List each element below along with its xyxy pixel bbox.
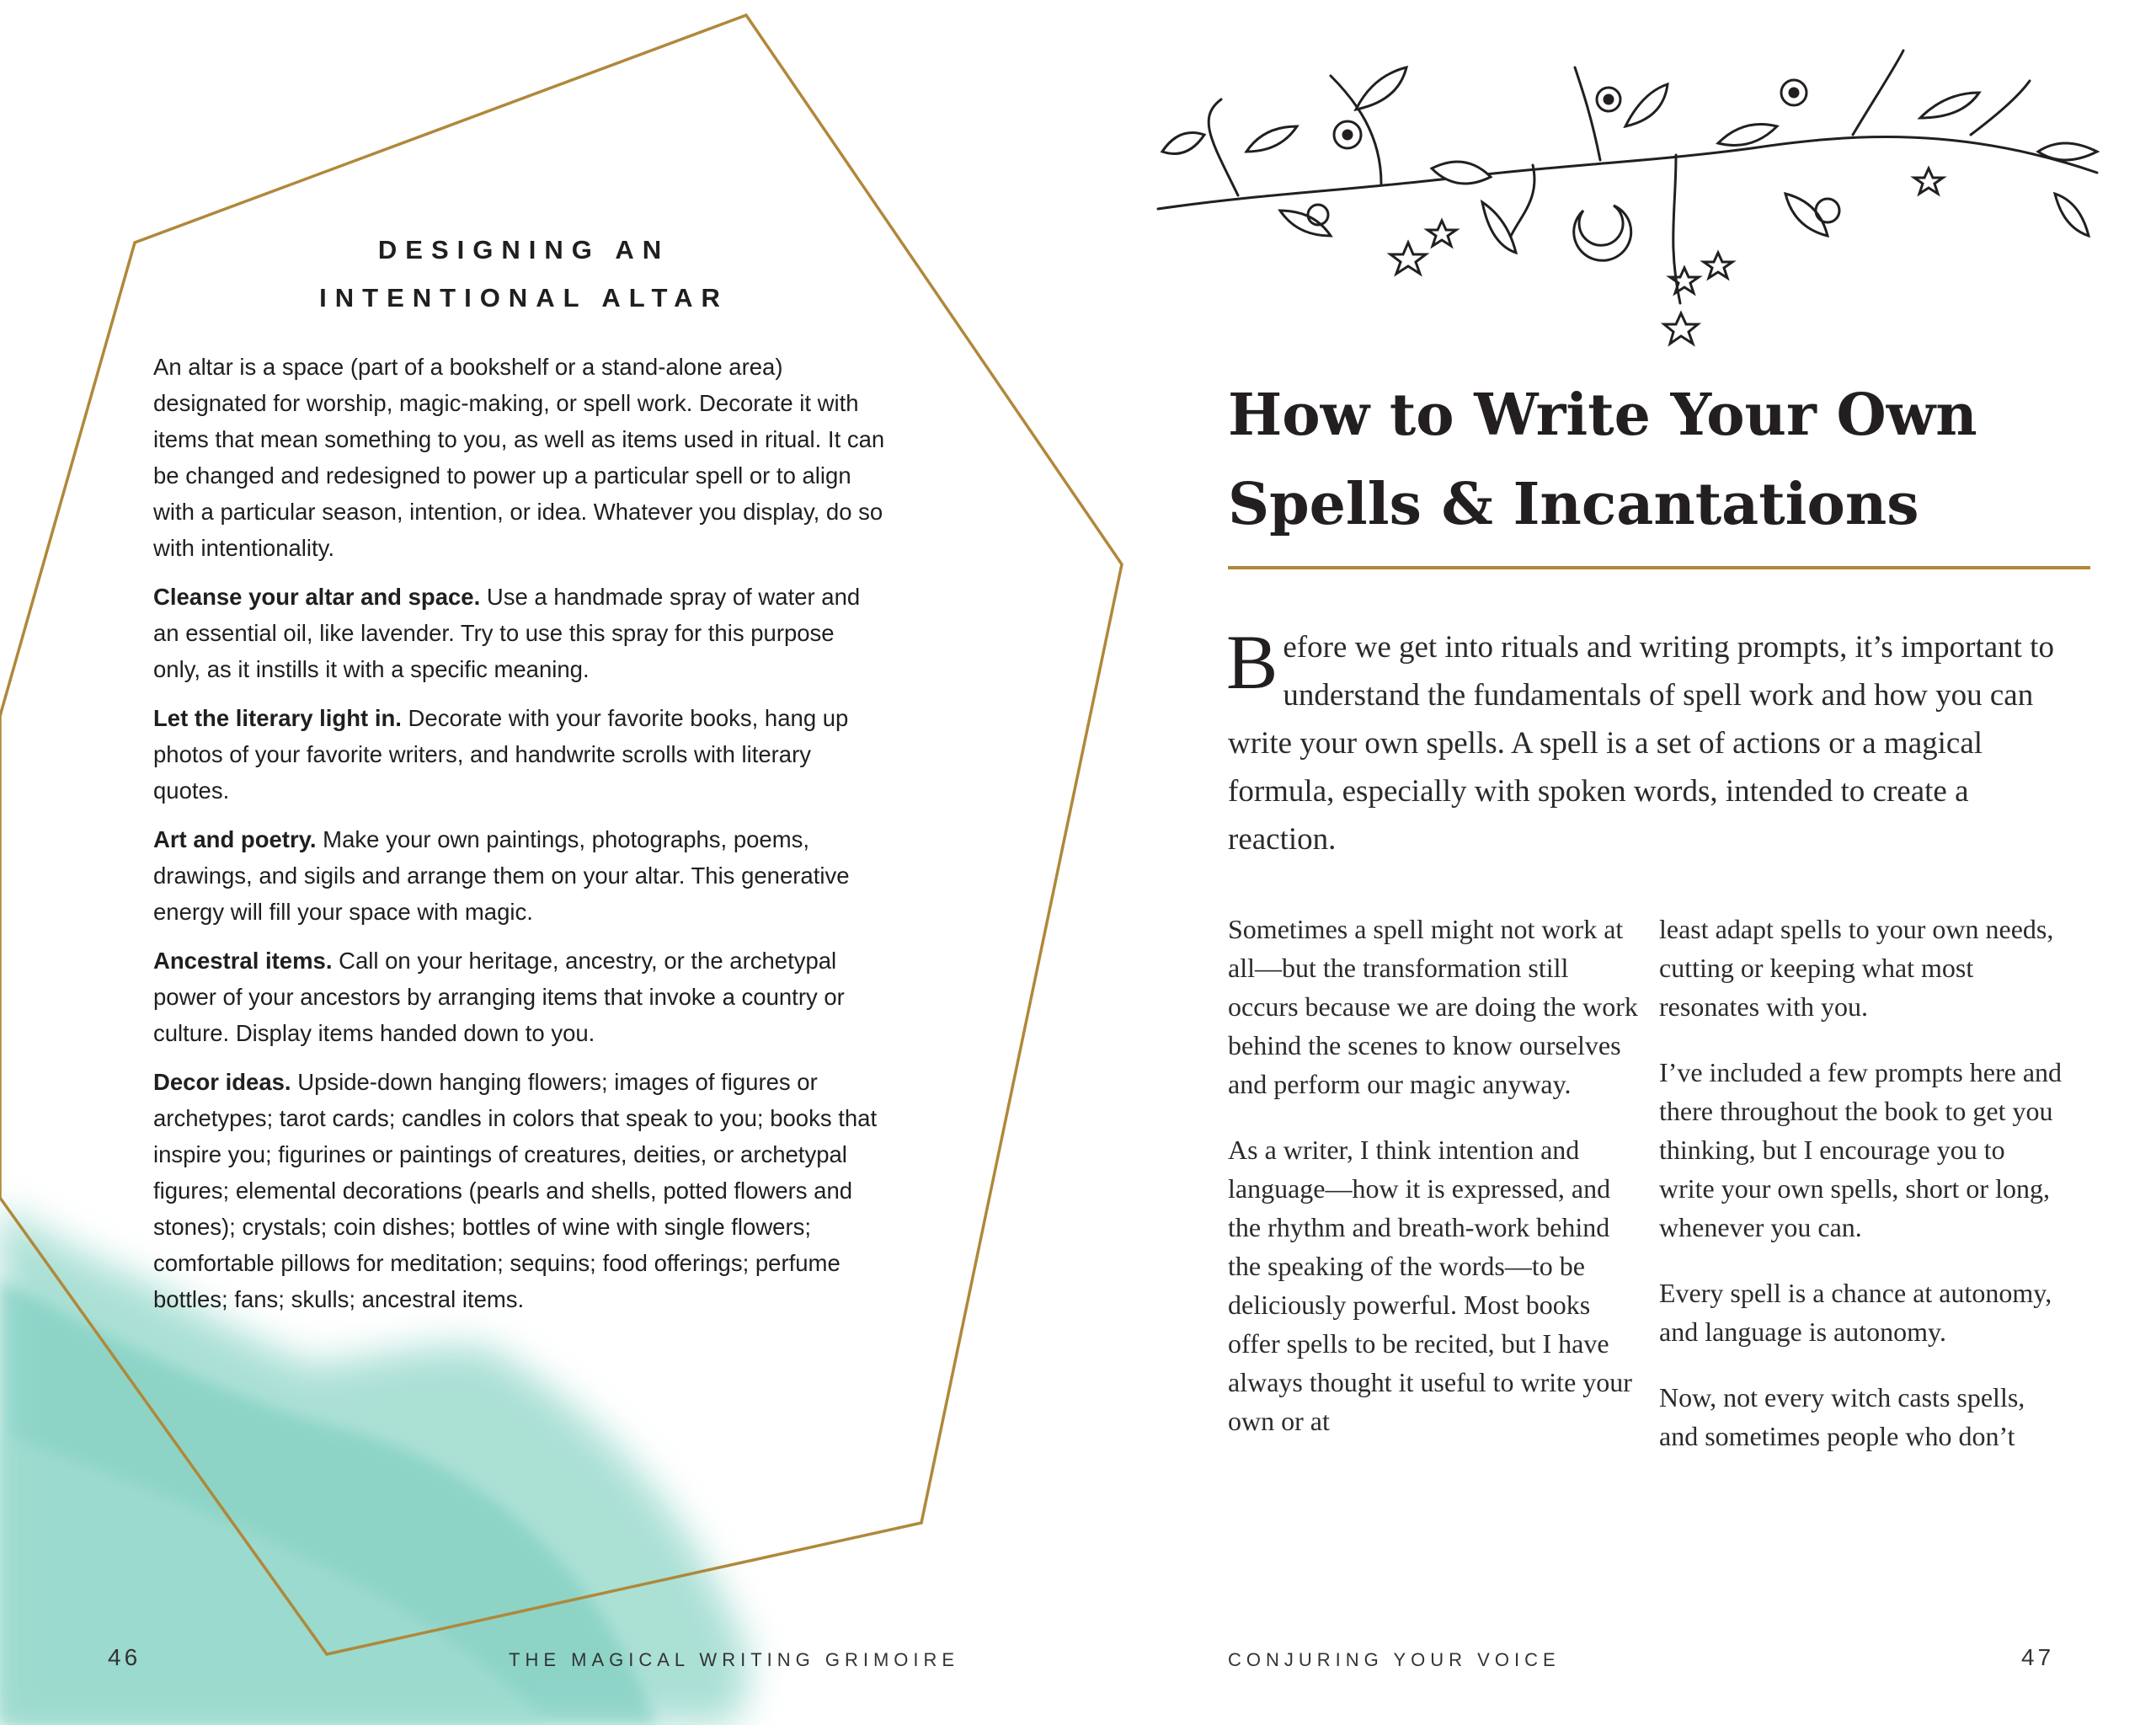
sidebar-item — [153, 700, 886, 809]
sidebar-item-text: Call on your heritage, ancestry, or the archetypal power of your ancestors by arranging items that invoke a country or culture. Display items handed down to you. — [153, 948, 845, 1046]
sidebar-item — [153, 1064, 886, 1317]
body-column-right — [1659, 910, 2063, 1482]
body-paragraph: Every spell is a chance at autonomy, and language is autonomy. — [1659, 1278, 2052, 1347]
running-head-right: CONJURING YOUR VOICE — [1228, 1649, 1561, 1670]
sidebar-item-text: Upside-down hanging flowers; images of figures or archetypes; tarot cards; candles in colors that speak to you; books that inspire you; figurines or paintings of creatures, deities, or archetypal figures; elemental decorations (pearls and shells, potted flowers and stones); crystals; coin dishes; bottles of wine with single flowers; comfortable pillows for meditation; sequins; food offerings; perfume bottles; fans; skulls; ancestral items. — [153, 1069, 878, 1312]
sidebar-item — [153, 579, 886, 687]
sidebar-title-line1: DESIGNING AN — [377, 235, 670, 264]
sidebar-item-lead: Ancestral items. — [153, 948, 333, 974]
sidebar-item-lead: Decor ideas. — [153, 1069, 291, 1095]
intro-paragraph — [1226, 619, 2079, 863]
sidebar-item-lead: Art and poetry. — [153, 826, 317, 852]
chapter-title-line2: Spells & Incantations — [1228, 471, 1919, 538]
body-paragraph: least adapt spells to your own needs, cutting or keeping what most resonates with you. — [1659, 914, 2054, 1022]
sidebar-item-text: Decorate with your favorite books, hang up photos of your favorite writers, and handwrite scrolls with literary quotes. — [153, 705, 849, 804]
page-number-right: 47 — [2021, 1644, 2055, 1670]
body-paragraph: I’ve included a few prompts here and there throughout the book to get you thinking, but I encourage you to write your own spells, short or long, whenever you can. — [1659, 1057, 2063, 1242]
altar-sidebar — [153, 226, 886, 1330]
sidebar-item-lead: Cleanse your altar and space. — [153, 584, 481, 610]
botanical-garland-illustration — [1158, 51, 2097, 344]
body-paragraph: Sometimes a spell might not work at all—but the transformation still occurs because we are doing the work behind the scenes to know ourselves and perform our magic anyway. — [1228, 914, 1638, 1099]
chapter-title-line1: How to Write Your Own — [1228, 382, 1977, 449]
page-number-left: 46 — [108, 1644, 141, 1670]
gold-rule — [1228, 566, 2090, 569]
running-head-left: THE MAGICAL WRITING GRIMOIRE — [509, 1649, 960, 1670]
drop-cap: B — [1226, 619, 1278, 705]
body-paragraph: Now, not every witch casts spells, and sometimes people who don’t — [1659, 1382, 2025, 1451]
sidebar-title — [153, 226, 886, 322]
body-column-left — [1228, 910, 1641, 1467]
sidebar-item — [153, 943, 886, 1051]
intro-text: efore we get into rituals and writing prompts, it’s important to understand the fundamentals of spell work and how you can write your own spells. A spell is a set of actions or a magical formula, especially with spoken words, intended to create a reaction. — [1228, 630, 2054, 857]
sidebar-item-text: Use a handmade spray of water and an essential oil, like lavender. Try to use this spray for this purpose only, as it instills it with a specific meaning. — [153, 584, 861, 682]
body-paragraph: As a writer, I think intention and language—how it is expressed, and the rhythm and breath-work behind the speaking of the words—to be deliciously powerful. Most books offer spells to be recited, but I have always thought it useful to write your own or at — [1228, 1135, 1632, 1436]
chapter-title — [1228, 371, 2087, 549]
sidebar-intro: An altar is a space (part of a bookshelf or a stand-alone area) designated for worship, magic-making, or spell work. Decorate it with items that mean something to you, as well as items used in ritual. It can be changed and redesigned to power up a particular spell or to align with a particular season, intention, or idea. Whatever you display, do so with intentionality. — [153, 354, 885, 561]
sidebar-item — [153, 821, 886, 930]
sidebar-item-text: Make your own paintings, photographs, poems, drawings, and sigils and arrange them on your altar. This generative energy will fill your space with magic. — [153, 826, 850, 925]
sidebar-item-lead: Let the literary light in. — [153, 705, 402, 731]
sidebar-title-line2: INTENTIONAL ALTAR — [319, 283, 728, 312]
